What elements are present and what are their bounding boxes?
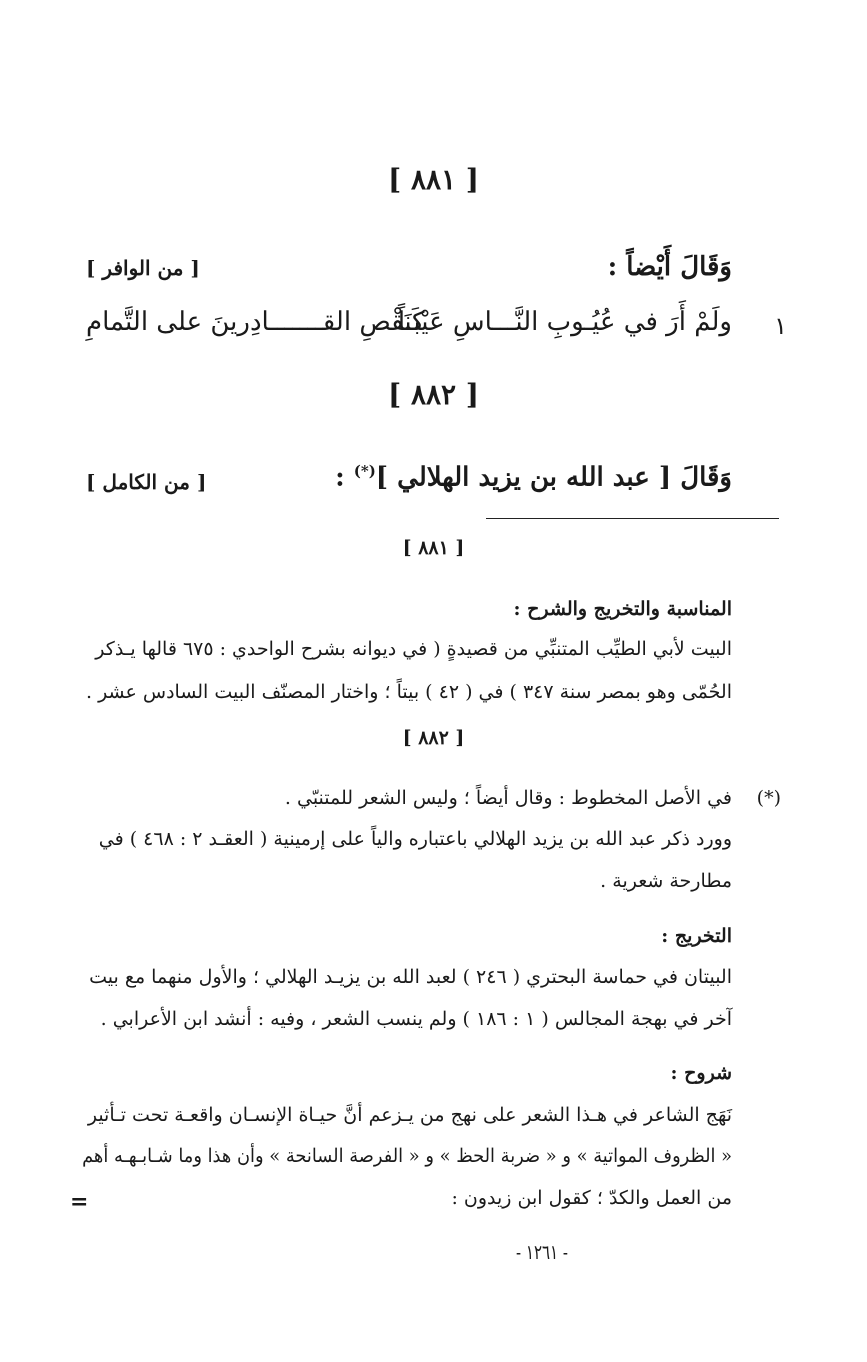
takhrij-heading: التخريج :	[661, 925, 732, 947]
entry-number-882: [ ٨٨٢ ]	[387, 378, 480, 411]
entry-intro-882	[335, 462, 732, 493]
note-number-882: [ ٨٨٢ ]	[402, 727, 465, 749]
entry-intro-881: وَقَالَ أَيْضاً :	[607, 252, 732, 282]
footnote-reference-mark: (*)	[353, 462, 376, 480]
entry-number-881: [ ٨٨١ ]	[387, 163, 480, 196]
shuruh-line-1: نَهَج الشاعر في هـذا الشعر على نهج من يـزعم أنَّ حيـاة الإنسـان واقعـة تحت تـأثير	[87, 1104, 732, 1126]
footnote-mark: (*)	[756, 787, 781, 809]
footnote-line-2: وورد ذكر عبد الله بن يزيد الهلالي باعتباره والياً على إرمينية ( العقـد ٢ : ٤٦٨ ) في	[98, 828, 732, 850]
shuruh-line-3: من العمل والكدّ ؛ كقول ابن زيدون :	[451, 1187, 732, 1209]
entry-intro-text: وَقَالَ [ عبد الله بن يزيد الهلالي ]	[375, 462, 732, 493]
takhrij-line-2: آخر في بهجة المجالس ( ١ : ١٨٦ ) ولم ينسب الشعر ، وفيه : أنشد ابن الأعرابي .	[100, 1008, 732, 1030]
note-number-881: [ ٨٨١ ]	[402, 537, 465, 559]
entry-intro-colon: :	[335, 462, 345, 493]
shuruh-line-2: « الظروف المواتية » و « ضربة الحظ » و « الفرصة السانحة » وأن هذا وما شـابـهـه أهم	[82, 1145, 732, 1167]
note-heading-881: المناسبة والتخريج والشرح :	[513, 598, 732, 620]
verse-index: ١	[774, 312, 787, 340]
footnote-line-1: في الأصل المخطوط : وقال أيضاً ؛ وليس الشعر للمتنبّي .	[284, 787, 732, 809]
footnote-line-3: مطارحة شعرية .	[600, 870, 732, 892]
meter-label-881: [ من الوافر ]	[86, 256, 200, 280]
note-line-881-2: الحُمّى وهو بمصر سنة ٣٤٧ ) في ( ٤٢ ) بيتاً ؛ واختار المصنّف البيت السادس عشر .	[85, 681, 732, 703]
takhrij-line-1: البيتان في حماسة البحتري ( ٢٤٦ ) لعبد الله بن يزيـد الهلالي ؛ والأول منهما مع بيت	[89, 966, 732, 988]
verse-hemistich-left: كَنَقْصِ القـــــــادِرينَ على التَّمامِ	[86, 307, 425, 337]
verse-hemistich-right: ولَمْ أَرَ في عُيُـوبِ النَّـــاسِ عَيْبـاً	[397, 307, 732, 337]
notes-separator-rule	[486, 518, 779, 519]
note-line-881-1: البيت لأبي الطيِّب المتنبِّي من قصيدةٍ ( في ديوانه بشرح الواحدي : ٦٧٥ قالها يـذكر	[95, 638, 732, 660]
page-number: - ١٢٦١ -	[516, 1240, 568, 1264]
meter-label-882: [ من الكامل ]	[86, 470, 207, 494]
continuation-mark: =	[70, 1189, 89, 1215]
shuruh-heading: شروح :	[670, 1062, 732, 1084]
